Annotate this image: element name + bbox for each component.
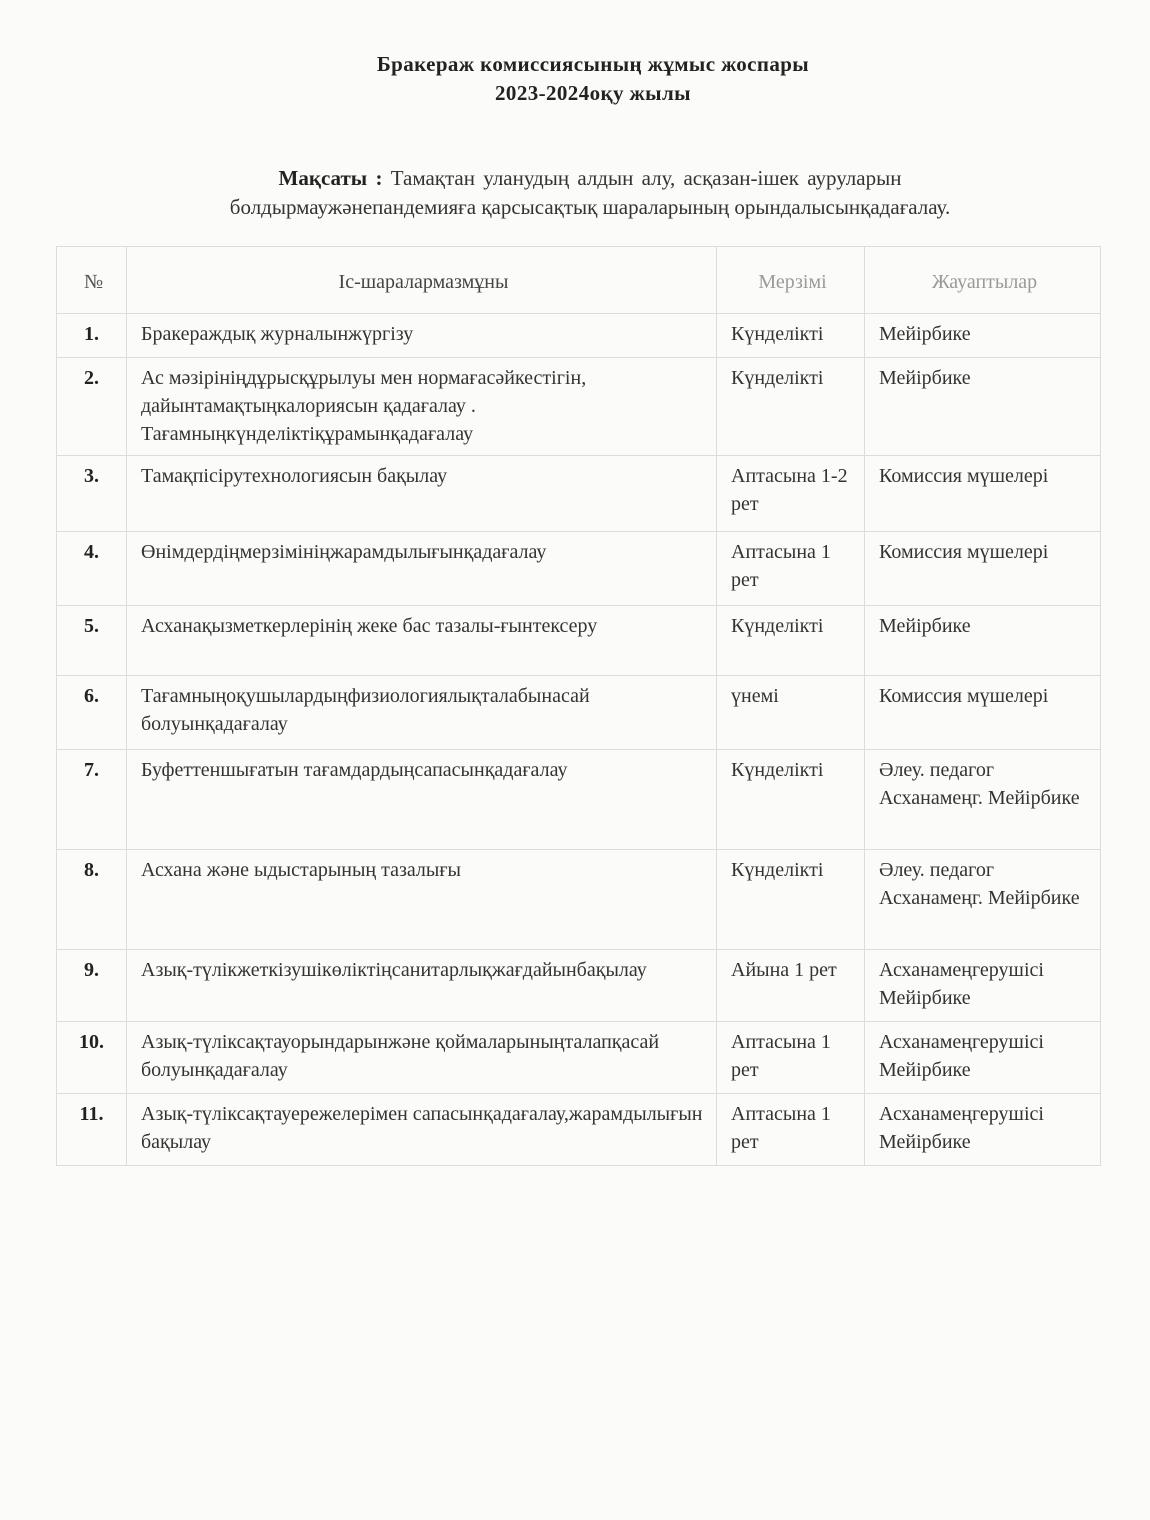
- table-row: [57, 950, 1101, 1022]
- row-name: Бракераждық журналынжүргізу: [127, 314, 717, 358]
- row-term: Аптасына 1 рет: [717, 532, 865, 606]
- row-resp: Комиссия мүшелері: [865, 676, 1101, 750]
- goal-text-1: Тамақтан уланудың алдын алу, асқазан-ішек ауруларын: [382, 166, 902, 190]
- row-resp: Асханамеңгерушісі Мейірбике: [865, 1022, 1101, 1094]
- row-resp: Мейірбике: [865, 358, 1101, 456]
- table-row: [57, 358, 1101, 456]
- row-num: 5.: [57, 606, 127, 676]
- title-line-1: Бракераж комиссиясының жұмыс жоспары: [376, 52, 810, 76]
- table-row: [57, 850, 1101, 950]
- row-name: Азық-түліксақтауорындарынжәне қоймаларыныңталапқасай болуынқадағалау: [127, 1022, 717, 1094]
- document-title: [0, 50, 1150, 108]
- row-num: 6.: [57, 676, 127, 750]
- row-name: Буфеттеншығатын тағамдардыңсапасынқадағалау: [127, 750, 717, 850]
- row-term: Күнделікті: [717, 606, 865, 676]
- row-term: Күнделікті: [717, 750, 865, 850]
- goal-line-2: болдырмаужәнепандемияға қарсысақтық шараларының орындалысынқадағалау.: [229, 195, 951, 219]
- row-term: Аптасына 1 рет: [717, 1022, 865, 1094]
- row-term: Аптасына 1 рет: [717, 1094, 865, 1166]
- table-row: [57, 1094, 1101, 1166]
- row-resp: Комиссия мүшелері: [865, 456, 1101, 532]
- row-resp: Мейірбике: [865, 314, 1101, 358]
- title-line-2: 2023-2024оқу жылы: [495, 81, 691, 105]
- row-num: 9.: [57, 950, 127, 1022]
- row-num: 4.: [57, 532, 127, 606]
- header-num: №: [57, 247, 127, 314]
- row-term: Күнделікті: [717, 850, 865, 950]
- header-resp: Жауаптылар: [865, 247, 1101, 314]
- table-row: [57, 676, 1101, 750]
- row-name: Асханақызметкерлерінің жеке бас тазалы-ғынтексеру: [127, 606, 717, 676]
- table-row: [57, 456, 1101, 532]
- goal-line-1: [30, 164, 1150, 193]
- row-resp: Әлеу. педагог Асханамеңг. Мейірбике: [865, 850, 1101, 950]
- row-num: 7.: [57, 750, 127, 850]
- row-resp: Комиссия мүшелері: [865, 532, 1101, 606]
- row-num: 8.: [57, 850, 127, 950]
- plan-table: [56, 246, 1101, 1166]
- table-header-row: [57, 247, 1101, 314]
- row-term: Күнделікті: [717, 314, 865, 358]
- row-num: 2.: [57, 358, 127, 456]
- row-num: 11.: [57, 1094, 127, 1166]
- row-resp: Мейірбике: [865, 606, 1101, 676]
- table-row: [57, 606, 1101, 676]
- row-name: Азық-түліксақтауережелерімен сапасынқадағалау,жарамдылығын бақылау: [127, 1094, 717, 1166]
- row-name: Асхана және ыдыстарының тазалығы: [127, 850, 717, 950]
- row-name: Азық-түлікжеткізушікөліктіңсанитарлықжағдайынбақылау: [127, 950, 717, 1022]
- row-name: Тамақпісірутехнологиясын бақылау: [127, 456, 717, 532]
- row-resp: Әлеу. педагог Асханамеңг. Мейірбике: [865, 750, 1101, 850]
- row-term: Аптасына 1-2 рет: [717, 456, 865, 532]
- row-name: Тағамныңоқушылардыңфизиологиялықталабынасай болуынқадағалау: [127, 676, 717, 750]
- row-term: Күнделікті: [717, 358, 865, 456]
- row-term: үнемі: [717, 676, 865, 750]
- row-num: 3.: [57, 456, 127, 532]
- row-resp: Асханамеңгерушісі Мейірбике: [865, 950, 1101, 1022]
- goal-block: [0, 164, 1150, 222]
- row-num: 1.: [57, 314, 127, 358]
- table-row: [57, 1022, 1101, 1094]
- row-name: Өнімдердіңмерзімініңжарамдылығынқадағалау: [127, 532, 717, 606]
- table-row: [57, 314, 1101, 358]
- table-row: [57, 750, 1101, 850]
- table-row: [57, 532, 1101, 606]
- header-term: Мерзімі: [717, 247, 865, 314]
- row-num: 10.: [57, 1022, 127, 1094]
- row-name: Ас мәзірініңдұрысқұрылуы мен нормағасәйкестігін, дайынтамақтыңкалориясын қадағалау . Тағамныңкүнделіктіқұрамынқадағалау: [127, 358, 717, 456]
- row-resp: Асханамеңгерушісі Мейірбике: [865, 1094, 1101, 1166]
- row-term: Айына 1 рет: [717, 950, 865, 1022]
- goal-label: Мақсаты :: [278, 166, 383, 190]
- header-name: Іс-шаралармазмұны: [127, 247, 717, 314]
